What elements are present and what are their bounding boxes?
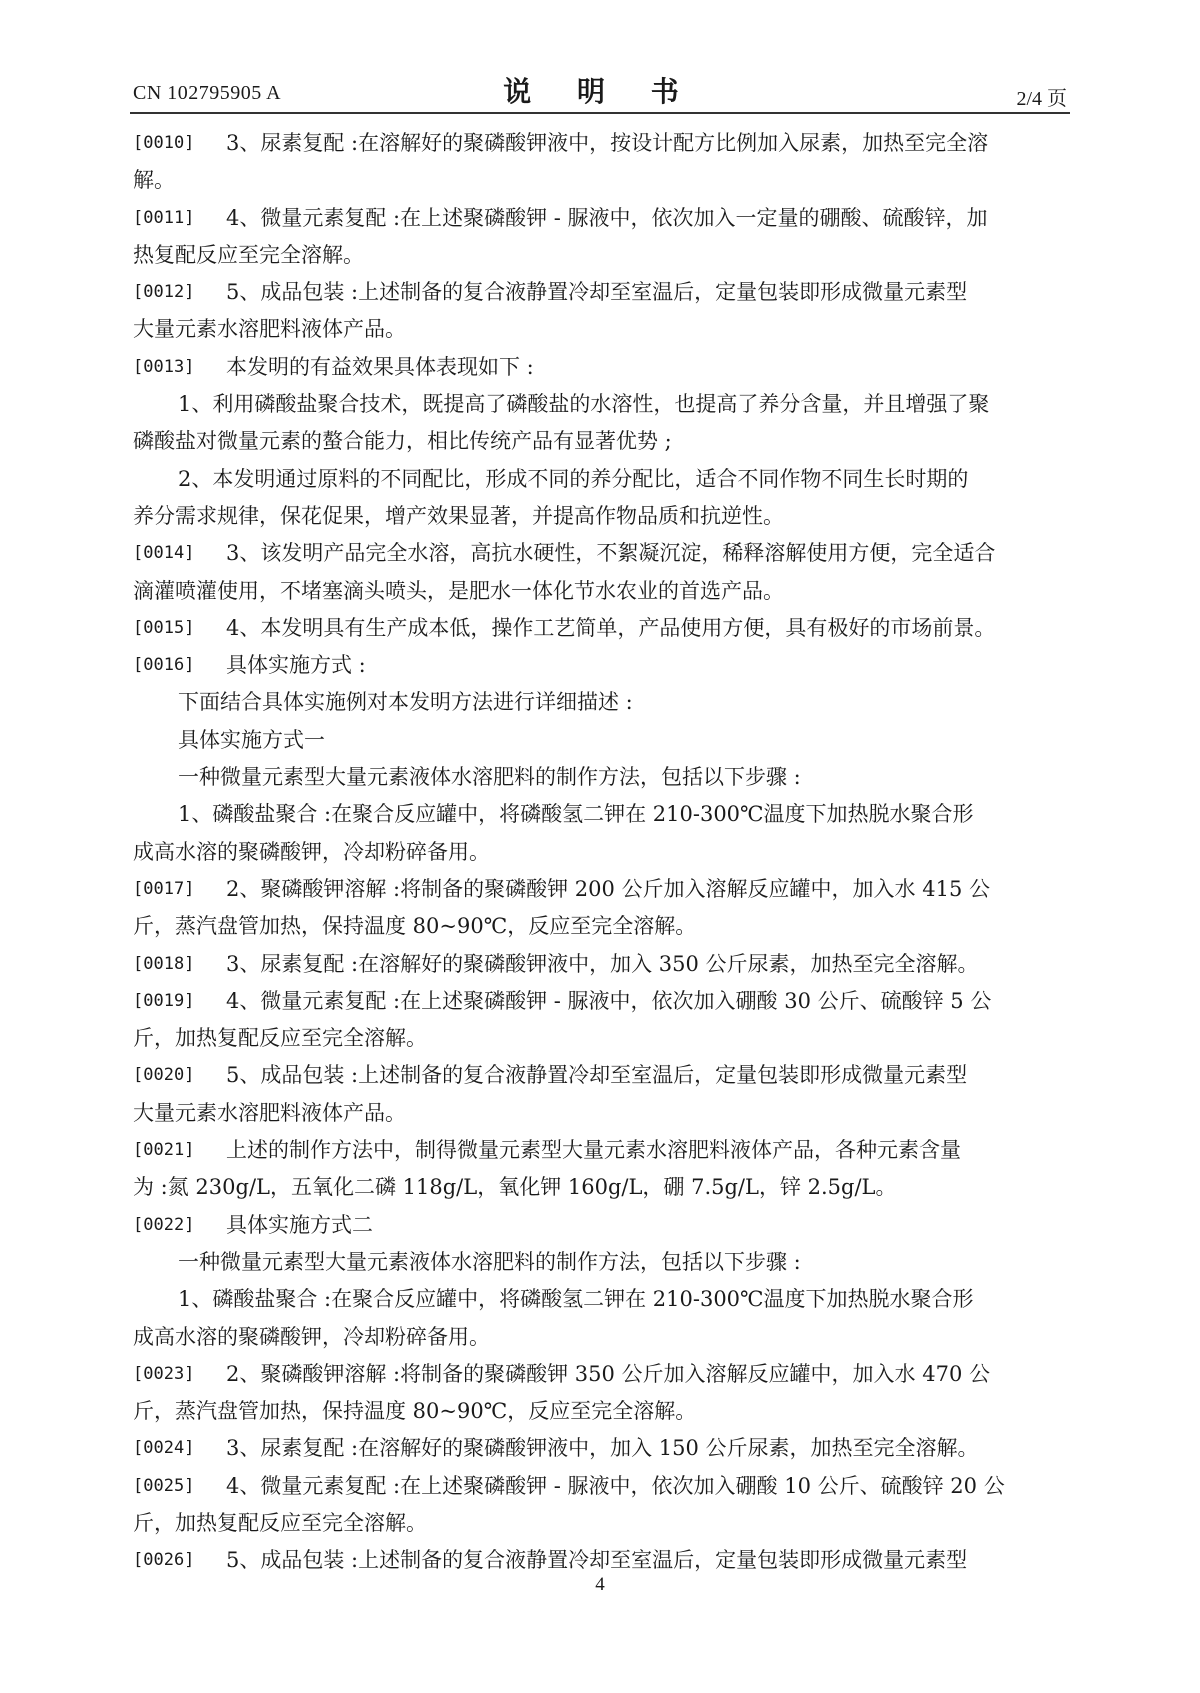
paragraph-number: [0017]	[133, 878, 195, 899]
paragraph-text: 热复配反应至完全溶解。	[133, 242, 364, 267]
paragraph-text: 一种微量元素型大量元素液体水溶肥料的制作方法，包括以下步骤 :	[178, 1249, 801, 1274]
text-line	[133, 200, 1073, 237]
paragraph-text: 大量元素水溶肥料液体产品。	[133, 1100, 406, 1125]
paragraph-number: [0010]	[133, 133, 195, 153]
paragraph-number: [0014]	[133, 543, 195, 564]
text-line	[133, 946, 1073, 983]
text-line	[133, 759, 1073, 796]
page-number: 4	[595, 1574, 605, 1595]
text-line	[133, 983, 1073, 1020]
paragraph-text: 3、该发明产品完全水溶，高抗水硬性，不絮凝沉淀，稀释溶解使用方便，完全适合	[226, 541, 996, 566]
text-line	[133, 1281, 1073, 1318]
paragraph-text: 磷酸盐对微量元素的螯合能力，相比传统产品有显著优势 ;	[133, 429, 672, 454]
paragraph-text: 具体实施方式一	[178, 727, 325, 752]
paragraph-number: [0019]	[133, 990, 195, 1011]
text-line	[133, 871, 1073, 908]
paragraph-text: 具体实施方式 :	[226, 653, 366, 678]
text-line	[133, 386, 1073, 423]
text-line	[133, 1356, 1073, 1393]
paragraph-number: [0018]	[133, 953, 195, 974]
paragraph-text: 具体实施方式二	[226, 1212, 373, 1237]
document-body	[133, 125, 1073, 1580]
text-line	[133, 1393, 1073, 1430]
page-indicator: 2/4 页	[1016, 88, 1067, 110]
text-line	[133, 1057, 1073, 1094]
paragraph-number: [0023]	[133, 1363, 195, 1384]
paragraph-number: [0016]	[133, 655, 195, 676]
text-line	[133, 1505, 1073, 1542]
text-line	[133, 1132, 1073, 1169]
paragraph-text: 上述的制作方法中，制得微量元素型大量元素水溶肥料液体产品，各种元素含量	[226, 1138, 961, 1163]
paragraph-text: 4、微量元素复配 :在上述聚磷酸钾 - 脲液中，依次加入硼酸 10 公斤、硫酸锌 20 公	[226, 1473, 1005, 1498]
paragraph-text: 3、尿素复配 :在溶解好的聚磷酸钾液中，加入 150 公斤尿素，加热至完全溶解。	[226, 1436, 979, 1461]
text-line	[133, 647, 1073, 684]
paragraph-text: 滴灌喷灌使用，不堵塞滴头喷头，是肥水一体化节水农业的首选产品。	[133, 578, 784, 603]
paragraph-number: [0026]	[133, 1550, 195, 1571]
text-line	[133, 349, 1073, 386]
paragraph-number: [0012]	[133, 282, 195, 303]
paragraph-text: 5、成品包装 :上述制备的复合液静置冷却至室温后，定量包装即形成微量元素型	[226, 1063, 968, 1088]
patent-number: CN 102795905 A	[133, 82, 282, 104]
text-line	[133, 1169, 1073, 1206]
paragraph-text: 4、微量元素复配 :在上述聚磷酸钾 - 脲液中，依次加入硼酸 30 公斤、硫酸锌 5 公	[226, 988, 992, 1013]
text-line	[133, 498, 1073, 535]
text-line	[133, 1319, 1073, 1356]
paragraph-number: [0024]	[133, 1438, 195, 1459]
text-line	[133, 610, 1073, 647]
paragraph-text: 3、尿素复配 :在溶解好的聚磷酸钾液中，按设计配方比例加入尿素，加热至完全溶	[226, 131, 989, 155]
text-line	[133, 311, 1073, 348]
paragraph-number: [0015]	[133, 617, 195, 638]
text-line	[133, 125, 1073, 162]
paragraph-text: 1、磷酸盐聚合 :在聚合反应罐中，将磷酸氢二钾在 210-300℃温度下加热脱水聚合形	[178, 802, 974, 827]
text-line	[133, 423, 1073, 460]
paragraph-text: 3、尿素复配 :在溶解好的聚磷酸钾液中，加入 350 公斤尿素，加热至完全溶解。	[226, 951, 979, 976]
paragraph-text: 成高水溶的聚磷酸钾，冷却粉碎备用。	[133, 839, 490, 864]
paragraph-text: 大量元素水溶肥料液体产品。	[133, 317, 406, 342]
paragraph-number: [0011]	[133, 207, 195, 228]
text-line	[133, 1430, 1073, 1467]
text-line	[133, 722, 1073, 759]
paragraph-text: 2、本发明通过原料的不同配比，形成不同的养分配比，适合不同作物不同生长时期的	[178, 466, 969, 491]
paragraph-number: [0013]	[133, 356, 195, 377]
paragraph-text: 养分需求规律，保花促果，增产效果显著，并提高作物品质和抗逆性。	[133, 503, 784, 528]
paragraph-text: 一种微量元素型大量元素液体水溶肥料的制作方法，包括以下步骤 :	[178, 765, 801, 790]
paragraph-text: 5、成品包装 :上述制备的复合液静置冷却至室温后，定量包装即形成微量元素型	[226, 280, 968, 305]
text-line	[133, 274, 1073, 311]
paragraph-text: 4、本发明具有生产成本低，操作工艺简单，产品使用方便，具有极好的市场前景。	[226, 615, 996, 640]
paragraph-text: 本发明的有益效果具体表现如下 :	[226, 354, 534, 379]
text-line	[133, 535, 1073, 572]
paragraph-number: [0021]	[133, 1140, 195, 1161]
text-line	[133, 834, 1073, 871]
paragraph-text: 2、聚磷酸钾溶解 :将制备的聚磷酸钾 200 公斤加入溶解反应罐中，加入水 415 公	[226, 876, 990, 901]
paragraph-text: 为 :氮 230g/L，五氧化二磷 118g/L，氧化钾 160g/L，硼 7.5g/L，锌 2.5g/L。	[133, 1175, 897, 1200]
text-line	[133, 573, 1073, 610]
paragraph-text: 斤，蒸汽盘管加热，保持温度 80~90℃，反应至完全溶解。	[133, 1399, 697, 1424]
paragraph-text: 斤，蒸汽盘管加热，保持温度 80~90℃，反应至完全溶解。	[133, 914, 697, 939]
paragraph-text: 4、微量元素复配 :在上述聚磷酸钾 - 脲液中，依次加入一定量的硼酸、硫酸锌，加	[226, 205, 988, 230]
paragraph-number: [0020]	[133, 1065, 195, 1086]
paragraph-text: 1、磷酸盐聚合 :在聚合反应罐中，将磷酸氢二钾在 210-300℃温度下加热脱水聚合形	[178, 1287, 974, 1312]
text-line	[133, 684, 1073, 721]
paragraph-text: 斤，加热复配反应至完全溶解。	[133, 1026, 427, 1051]
paragraph-text: 成高水溶的聚磷酸钾，冷却粉碎备用。	[133, 1324, 490, 1349]
header-divider	[130, 112, 1070, 114]
text-line	[133, 461, 1073, 498]
text-line	[133, 162, 1073, 199]
text-line	[133, 1244, 1073, 1281]
page-title: 说 明 书	[503, 75, 697, 108]
text-line	[133, 237, 1073, 274]
text-line	[133, 1207, 1073, 1244]
text-line	[133, 1468, 1073, 1505]
paragraph-text: 1、利用磷酸盐聚合技术，既提高了磷酸盐的水溶性，也提高了养分含量，并且增强了聚	[178, 392, 990, 417]
paragraph-text: 下面结合具体实施例对本发明方法进行详细描述 :	[178, 690, 633, 715]
paragraph-number: [0025]	[133, 1475, 195, 1496]
paragraph-text: 解。	[133, 168, 175, 193]
paragraph-text: 2、聚磷酸钾溶解 :将制备的聚磷酸钾 350 公斤加入溶解反应罐中，加入水 470 公	[226, 1361, 990, 1386]
text-line	[133, 908, 1073, 945]
text-line	[133, 1095, 1073, 1132]
paragraph-text: 5、成品包装 :上述制备的复合液静置冷却至室温后，定量包装即形成微量元素型	[226, 1548, 968, 1573]
paragraph-number: [0022]	[133, 1214, 195, 1235]
paragraph-text: 斤，加热复配反应至完全溶解。	[133, 1510, 427, 1535]
text-line	[133, 1020, 1073, 1057]
text-line	[133, 796, 1073, 833]
